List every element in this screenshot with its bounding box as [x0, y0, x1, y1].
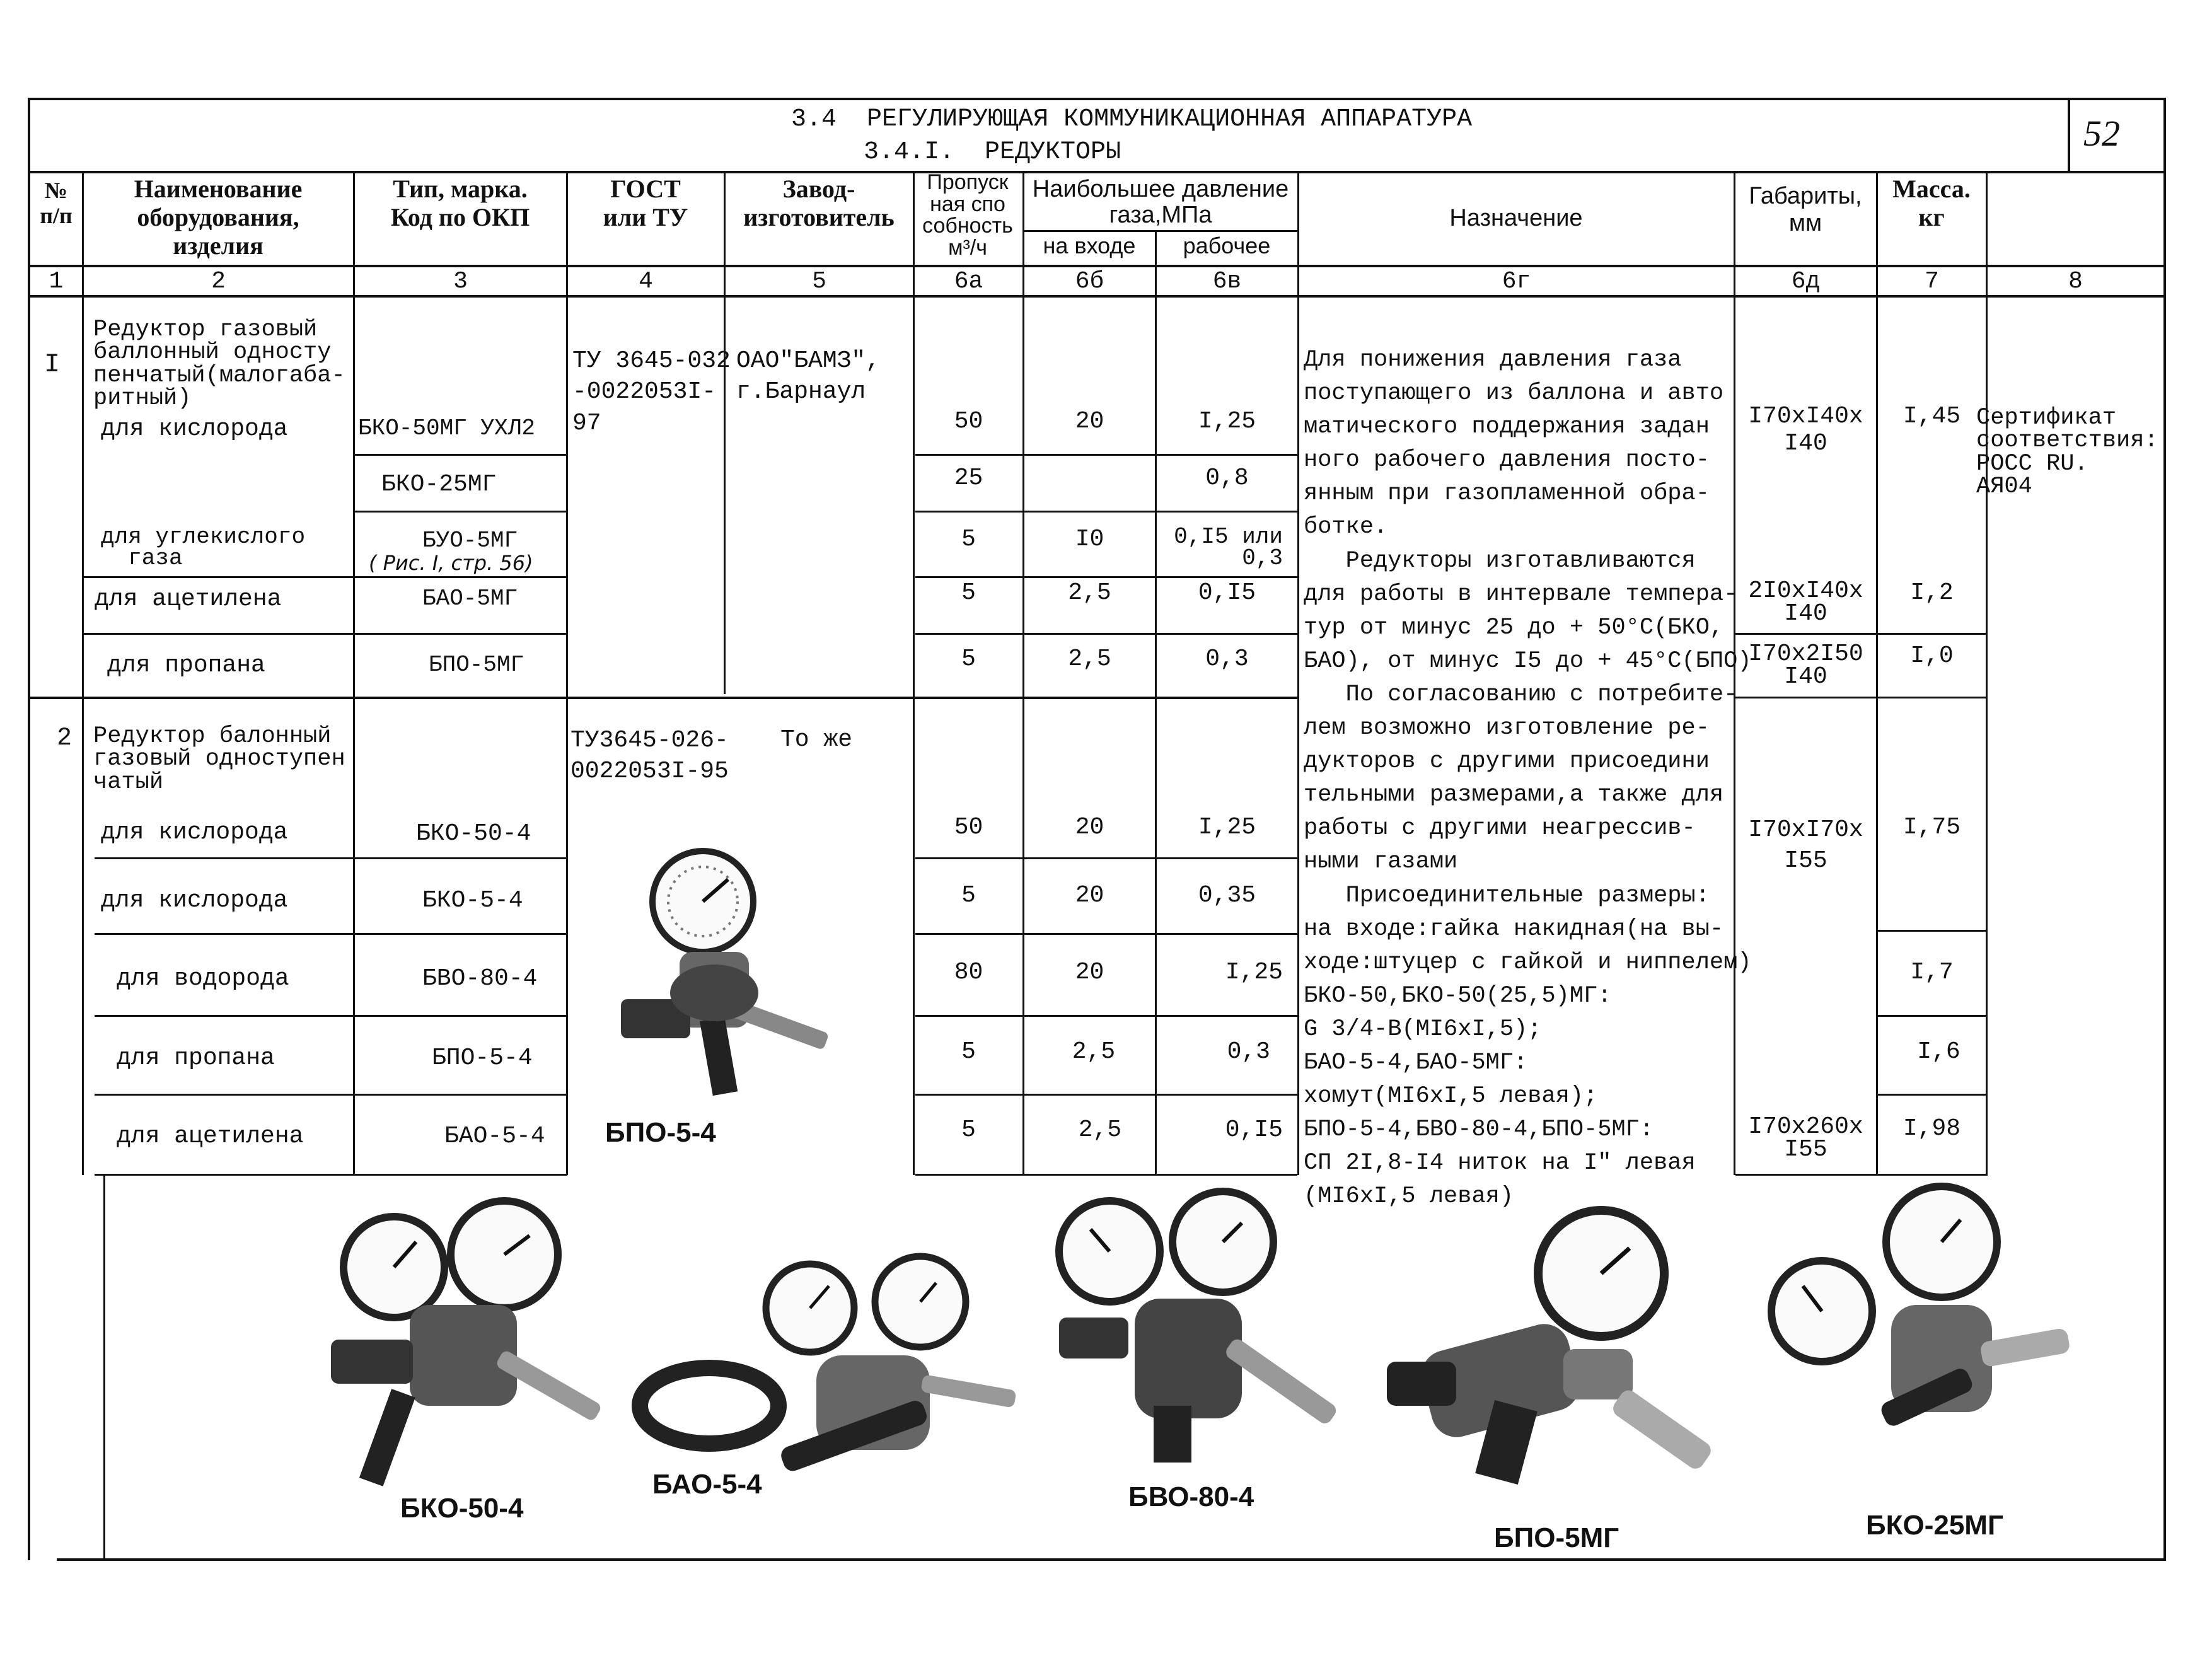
g1-row1-mass: I,45	[1903, 403, 1961, 430]
colnum-6v: 6в	[1212, 268, 1242, 295]
g2-row4-inlet: 2,5	[1072, 1038, 1116, 1065]
colnum-4: 4	[639, 268, 653, 295]
photo-label-bpo-5mg: БПО-5МГ	[1494, 1522, 1619, 1553]
g1-row5-working: 0,3	[1205, 646, 1249, 673]
g2-row1-type: БКО-50-4	[416, 820, 531, 847]
g2-row2-working: 0,35	[1198, 882, 1256, 909]
g1-row5-name: для пропана	[107, 652, 265, 679]
border-top	[28, 98, 2166, 100]
photo-label-bao-5-4: БАО-5-4	[652, 1469, 762, 1500]
g2-row5-mass: I,98	[1903, 1115, 1961, 1142]
col-line-10	[1876, 171, 1878, 1175]
g2-line-d3	[1876, 1094, 1988, 1096]
group2-title: Редуктор балонный газовый одноступен чатый	[93, 723, 345, 796]
g2-line-c	[95, 1015, 567, 1017]
g2-row1-mass: I,75	[1903, 814, 1961, 841]
section-title: 3.4 РЕГУЛИРУЮЩАЯ КОММУНИКАЦИОННАЯ АППАРАТУРА	[791, 105, 1473, 134]
g1-line-c	[84, 576, 567, 578]
col-line-3	[566, 171, 568, 1175]
g2-line-d	[95, 1094, 567, 1096]
g1-line-b2	[915, 511, 1297, 513]
border-right	[2163, 98, 2166, 1560]
g1-line-b	[353, 511, 567, 513]
g2-line-a	[95, 857, 567, 859]
colnum-6g: 6г	[1502, 268, 1531, 295]
header-maker: Завод- изготовитель	[743, 175, 895, 231]
g2-row5-working: 0,I5	[1225, 1116, 1283, 1144]
page-number-box-left	[2068, 98, 2070, 172]
purpose-text: Для понижения давления газа поступающего из баллона и авто матического поддержания задан ного рабочего давления посто- янным при газопламенной обра- ботке. Редукторы изготавливаются для работы в интервале темпера- тур от минус 25 до + 50°С(БКО, БАО), от минус I5 до + 45°С(БПО) По согласованию с потребите- лем возможно изготовление ре- дукторов с другими присоедини тельными размерами,а также для работы с другими неагрессив- ными газами Присоединительные размеры: на входе:гайка накидная(на вы- ходе:штуцер с гайкой и ниппелем) БКО-50,БКО-50(25,5)МГ: G 3/4-В(МI6xI,5); БАО-5-4,БАО-5МГ: хомут(МI6xI,5 левая); БПО-5-4,БВО-80-4,БПО-5МГ: СП 2I,8-I4 ниток на I" левая (МI6xI,5 левая)	[1304, 347, 1752, 1210]
g1-row2-type: БКО-25МГ	[381, 471, 497, 498]
col-line-11	[1986, 171, 1988, 1175]
header-throughput: Пропуск ная спо собность м³/ч	[922, 170, 1013, 260]
g1-line-c2	[915, 576, 1297, 578]
g2-line-b	[95, 933, 567, 935]
photo-area-left	[103, 1174, 105, 1558]
g1-row4-mass: I,2	[1910, 579, 1954, 606]
colnum-6a: 6а	[954, 268, 983, 295]
g1-row5-type: БПО-5МГ	[429, 652, 524, 678]
colnum-5: 5	[812, 268, 826, 295]
colnum-bottom-line	[28, 295, 2166, 298]
g1-row4-inlet: 2,5	[1068, 579, 1111, 606]
g1-row4-dims: 2I0xI40x I40	[1748, 577, 1863, 628]
g2-line-e2	[915, 1174, 1297, 1176]
g1-line-d2	[915, 633, 1297, 635]
photo-label-bko-25mg: БКО-25МГ	[1866, 1510, 2003, 1541]
header-type: Тип, марка. Код по ОКП	[390, 175, 530, 231]
g1-row4-name: для ацетилена	[95, 586, 282, 613]
g1-row1-name: для кислорода	[101, 415, 288, 443]
g1-line-a	[353, 454, 567, 456]
g2-row4-name: для пропана	[117, 1045, 275, 1072]
header-num: № п/п	[40, 178, 72, 229]
group1-certificate: Сертификат соответствия: РОСС RU. АЯ04	[1976, 405, 2158, 500]
g1-row1-dims: I70xI40x I40	[1748, 403, 1863, 457]
g2-line-b2	[915, 933, 1297, 935]
group2-maker: То же	[780, 726, 853, 753]
g1-row5-mass: I,0	[1910, 642, 1954, 669]
g1-row2-flow: 25	[954, 465, 983, 492]
g1-row5-flow: 5	[961, 646, 976, 673]
group1-maker: ОАО"БАМЗ", г.Барнаул	[736, 347, 881, 406]
header-pressure: Наибольшее давление газа,МПа	[1032, 176, 1289, 229]
g2-row1-inlet: 20	[1075, 814, 1104, 841]
group-divider	[30, 697, 1297, 699]
col-line-1	[82, 171, 84, 1175]
g1-line-d3	[1735, 633, 1988, 635]
g1-line-a2	[915, 454, 1297, 456]
g1-row3-name: для углекислого газа	[101, 524, 306, 572]
regulator-bko-50-4-illustration	[315, 1198, 618, 1500]
header-inlet: на входе	[1043, 233, 1136, 258]
g2-line-a2	[915, 857, 1297, 859]
g2-row3-flow: 80	[954, 959, 983, 986]
g2-row5-dims: I70x260x I55	[1748, 1113, 1863, 1164]
photo-label-bko-50-4: БКО-50-4	[400, 1493, 524, 1524]
g2-row4-type: БПО-5-4	[432, 1045, 533, 1072]
g1-row3-inlet: I0	[1075, 526, 1104, 553]
group1-number: I	[44, 349, 61, 379]
group1-title: Редуктор газовый баллонный односту пенчатый(малогаба- ритный)	[93, 316, 345, 412]
header-working: рабочее	[1183, 233, 1271, 258]
header-mass: Масса. кг	[1892, 175, 1971, 231]
border-left	[28, 98, 30, 1560]
header-purpose: Назначение	[1449, 205, 1583, 231]
colnum-1: 1	[49, 268, 64, 295]
col-line-2	[353, 171, 355, 1175]
g1-row1-flow: 50	[954, 408, 983, 435]
g1-row5-inlet: 2,5	[1068, 646, 1111, 673]
g2-row5-flow: 5	[961, 1116, 976, 1144]
g2-row2-flow: 5	[961, 882, 976, 909]
g2-row5-type: БАО-5-4	[444, 1123, 545, 1150]
g2-row2-name: для кислорода	[101, 887, 288, 914]
group2-number: 2	[57, 724, 72, 753]
g2-row1-working: I,25	[1198, 814, 1256, 841]
g2-line-e	[95, 1174, 567, 1176]
colnum-6d: 6д	[1791, 268, 1821, 295]
group-divider-right	[1735, 697, 1988, 698]
col-line-8	[1297, 171, 1299, 1175]
g1-row1-type: БКО-50МГ УХЛ2	[358, 415, 535, 441]
colnum-6b: 6б	[1075, 268, 1104, 295]
g2-row3-mass: I,7	[1910, 959, 1954, 986]
g1-row5-dims: I70x2I50 I40	[1748, 640, 1863, 691]
g2-row3-name: для водорода	[117, 965, 289, 992]
g2-row4-working: 0,3	[1227, 1038, 1270, 1065]
group1-gost: ТУ 3645-032 -0022053I- 97	[572, 347, 731, 437]
colnum-3: 3	[453, 268, 468, 295]
g2-row2-type: БКО-5-4	[422, 887, 523, 914]
col-line-7	[1155, 230, 1157, 1175]
g2-row4-flow: 5	[961, 1038, 976, 1065]
regulator-bko-25mg-illustration	[1752, 1185, 2080, 1475]
header-gost: ГОСТ или ТУ	[603, 175, 688, 231]
regulator-bpo-5-4-illustration	[605, 832, 908, 1122]
photo-label-bvo-80-4: БВО-80-4	[1128, 1481, 1254, 1512]
header-name: Наименование оборудования, изделия	[134, 175, 303, 260]
g2-row3-type: БВО-80-4	[422, 965, 538, 992]
header-bottom-line	[28, 265, 2166, 267]
regulator-bpo-5mg-illustration	[1387, 1198, 1740, 1500]
g2-row1-dims: I70xI70x I55	[1748, 816, 1863, 875]
g1-row3-working: 0,I5 или 0,3	[1174, 524, 1283, 572]
g1-row3-type-note: ( Рис. I, стр. 56)	[369, 551, 533, 575]
g1-row3-type: БУО-5МГ	[422, 528, 518, 553]
colnum-2: 2	[211, 268, 226, 295]
photo-label-bpo-5-4: БПО-5-4	[605, 1117, 716, 1148]
g2-row4-mass: I,6	[1917, 1038, 1960, 1065]
g2-row2-inlet: 20	[1075, 882, 1104, 909]
subsection-title: 3.4.I. РЕДУКТОРЫ	[864, 138, 1121, 166]
g2-row1-name: для кислорода	[101, 819, 288, 846]
g2-row5-name: для ацетилена	[117, 1123, 304, 1150]
g2-row3-inlet: 20	[1075, 959, 1104, 986]
g1-line-d	[84, 633, 567, 635]
border-bottom	[57, 1558, 2166, 1561]
group2-gost: ТУ3645-026- 0022053I-95	[570, 727, 729, 785]
g1-row4-working: 0,I5	[1198, 579, 1256, 606]
g2-line-c2	[915, 1015, 1297, 1017]
g1-row4-flow: 5	[961, 579, 976, 606]
g1-row2-working: 0,8	[1205, 465, 1249, 492]
g2-line-e3	[1735, 1174, 1988, 1176]
g2-line-c3	[1876, 1015, 1988, 1017]
g2-line-b3	[1876, 930, 1988, 932]
g2-row3-working: I,25	[1225, 959, 1283, 986]
g1-row1-working: I,25	[1198, 408, 1256, 435]
header-dims: Габариты, мм	[1749, 183, 1862, 236]
regulator-bvo-80-4-illustration	[1046, 1191, 1374, 1481]
g1-row1-inlet: 20	[1075, 408, 1104, 435]
g2-line-d2	[915, 1094, 1297, 1096]
colnum-8: 8	[2068, 268, 2083, 295]
g1-row4-type: БАО-5МГ	[422, 586, 518, 611]
g2-row1-flow: 50	[954, 814, 983, 841]
g1-row3-flow: 5	[961, 526, 976, 553]
colnum-7: 7	[1925, 268, 1939, 295]
page-number: 52	[2083, 113, 2120, 154]
pressure-sub-line	[1022, 230, 1297, 232]
g2-row5-inlet: 2,5	[1078, 1116, 1122, 1144]
header-top-line	[28, 171, 2166, 173]
